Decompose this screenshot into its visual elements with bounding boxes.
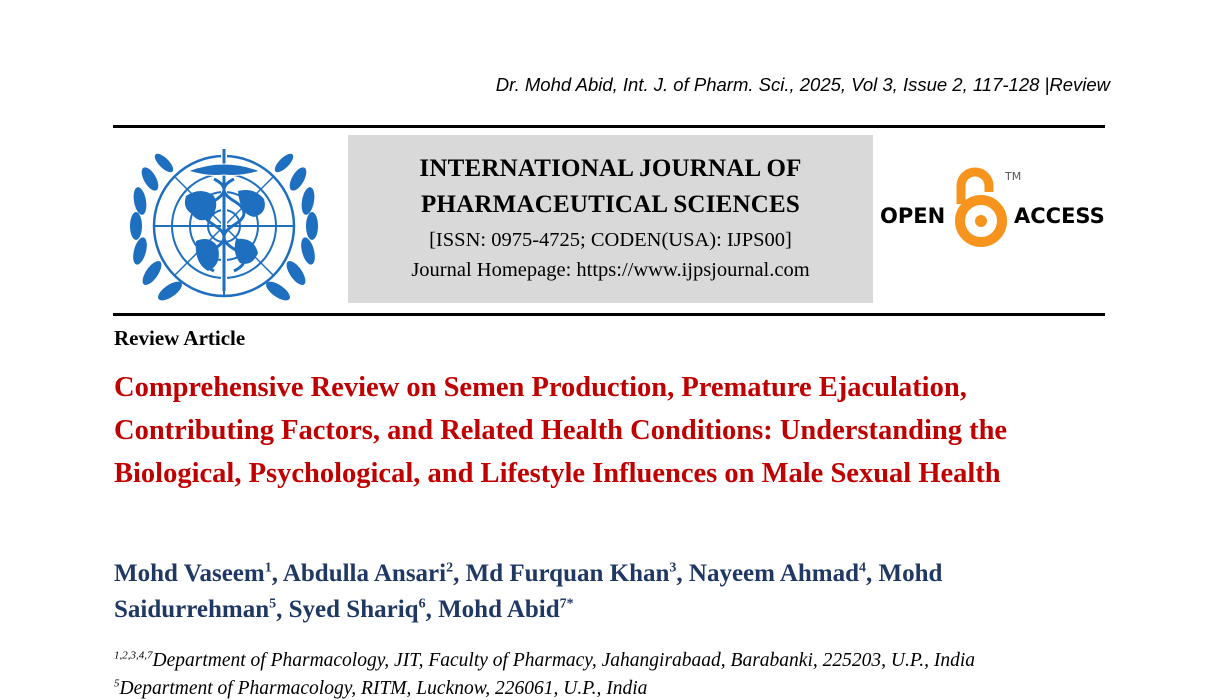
- author-separator: ,: [271, 560, 283, 587]
- journal-issn: [ISSN: 0975-4725; CODEN(USA): IJPS00]: [429, 229, 792, 251]
- affiliation-mark: 5: [114, 677, 120, 690]
- affiliation-text: Department of Pharmacology, JIT, Faculty of Pharmacy, Jahangirabaad, Barabanki, 225203, U.P., India: [152, 650, 976, 671]
- open-access-left-text: OPEN: [880, 204, 946, 228]
- affiliation-text: Department of Pharmacology, RITM, Lucknow, 226061, U.P., India: [119, 678, 648, 699]
- author-affiliation-mark: 2: [446, 560, 454, 576]
- open-lock-icon: [960, 172, 1002, 242]
- author-affiliation-mark: 5: [269, 596, 277, 612]
- open-access-right-text: ACCESS: [1014, 204, 1105, 228]
- author-affiliation-mark: 3: [669, 560, 677, 576]
- journal-homepage: Journal Homepage: https://www.ijpsjournal.com: [411, 259, 810, 281]
- header-rule-top: [113, 125, 1105, 128]
- author-name[interactable]: Mohd Abid: [438, 596, 560, 623]
- un-emblem-logo: [126, 141, 322, 307]
- author-name[interactable]: Syed Shariq: [288, 596, 419, 623]
- article-type-label: Review Article: [114, 326, 246, 350]
- author-separator: ,: [453, 560, 466, 587]
- header-rule-bottom: [113, 313, 1105, 316]
- journal-title-line-1: INTERNATIONAL JOURNAL OF: [419, 155, 802, 182]
- author-affiliation-mark: 1: [264, 560, 272, 576]
- author-name[interactable]: Md Furquan Khan: [465, 560, 670, 587]
- author-separator: ,: [425, 596, 439, 623]
- trademark-mark: TM: [1005, 170, 1022, 183]
- running-header-citation: Dr. Mohd Abid, Int. J. of Pharm. Sci., 2025, Vol 3, Issue 2, 117-128 |Review: [495, 74, 1110, 95]
- author-name[interactable]: Nayeem Ahmad: [688, 560, 860, 587]
- affiliation-mark: 1,2,3,4,7: [114, 649, 153, 662]
- author-affiliation-mark: 6: [418, 596, 426, 612]
- affiliation-1: [114, 650, 1114, 672]
- author-list: [114, 556, 1104, 628]
- author-separator: ,: [866, 560, 879, 587]
- journal-title-line-2: PHARMACEUTICAL SCIENCES: [421, 191, 800, 218]
- author-name[interactable]: Mohd Saidurrehman: [114, 560, 943, 623]
- author-separator: ,: [276, 596, 289, 623]
- author-name[interactable]: Abdulla Ansari: [282, 560, 447, 587]
- article-title: Comprehensive Review on Semen Production, Premature Ejaculation, Contributing Factors, and Related Health Conditions: Understanding the Biological, Psychological, and Lifestyle Influences on Male Sexual Health: [114, 372, 1008, 489]
- journal-banner: [348, 135, 873, 303]
- author-affiliation-mark: 7*: [559, 596, 574, 612]
- open-access-logo: [880, 166, 1106, 252]
- author-separator: ,: [676, 560, 689, 587]
- author-name[interactable]: Mohd Vaseem: [114, 560, 265, 587]
- affiliation-2: [114, 678, 1114, 700]
- author-affiliation-mark: 4: [859, 560, 867, 576]
